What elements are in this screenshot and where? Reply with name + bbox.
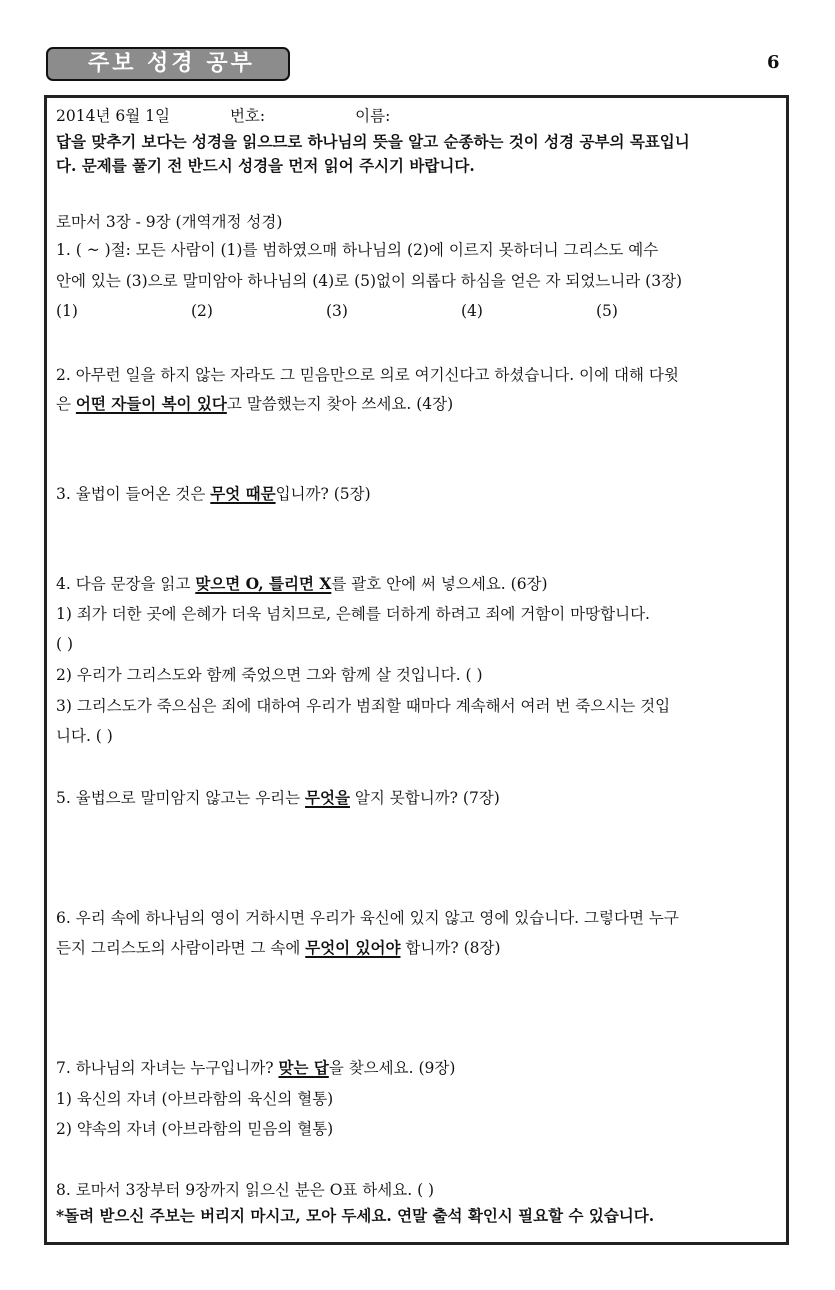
question-2-line-2 (56, 393, 453, 415)
blank-5: (5) (596, 302, 618, 320)
question-4-item-3: 3) 그리스도가 죽으심은 죄에 대하여 우리가 범죄할 때마다 계속해서 여러 번 죽으시는 것입 (56, 697, 671, 715)
question-1-blanks (56, 300, 618, 322)
intro-line-1: 답을 맞추기 보다는 성경을 읽으므로 하나님의 뜻을 알고 순종하는 것이 성경 공부의 목표입니 (56, 132, 690, 151)
q4-text: 4. 다음 문장을 읽고 (56, 575, 196, 593)
q5-text-end: 알지 못합니까? (7장) (349, 789, 500, 807)
question-4-item-1: 1) 죄가 더한 곳에 은혜가 더욱 넘치므로, 은혜를 더하게 하려고 죄에 거함이 마땅합니다. (56, 605, 650, 623)
question-4-item-2: 2) 우리가 그리스도와 함께 죽었으면 그와 함께 살 것입니다. ( ) (56, 666, 483, 684)
number-label: 번호: (229, 107, 266, 125)
q2-text: 은 (56, 395, 76, 413)
question-4-item-3-end: 니다. ( ) (56, 727, 113, 745)
question-3 (56, 483, 371, 505)
blank-3: (3) (326, 302, 348, 320)
q7-text: 7. 하나님의 자녀는 누구입니까? (56, 1059, 279, 1077)
question-4 (56, 573, 548, 595)
q7-text-end: 을 찾으세요. (9장) (328, 1059, 456, 1077)
notice-line: *돌려 받으신 주보는 버리지 마시고, 모아 두세요. 연말 출석 확인시 필요할 수 있습니다. (56, 1206, 655, 1225)
section-title-tab: 주보 성경 공부 (46, 47, 290, 81)
question-4-item-1-blank: ( ) (56, 635, 74, 653)
question-1-line-1: 1. ( ~ )절: 모든 사람이 (1)를 범하였으매 하나님의 (2)에 이르지 못하더니 그리스도 예수 (56, 241, 659, 259)
q6-emphasis: 무엇이 있어야 (305, 938, 401, 957)
question-5 (56, 787, 500, 809)
question-8: 8. 로마서 3장부터 9장까지 읽으신 분은 O표 하세요. ( ) (56, 1181, 435, 1199)
q4-text-end: 를 괄호 안에 써 넣으세요. (6장) (331, 575, 548, 593)
q6-text-end: 합니까? (8장) (400, 939, 501, 957)
blank-4: (4) (461, 302, 483, 320)
blank-2: (2) (191, 302, 213, 320)
q6-text: 든지 그리스도의 사람이라면 그 속에 (56, 939, 306, 957)
q5-text: 5. 율법으로 말미암지 않고는 우리는 (56, 789, 306, 807)
intro-line-2: 다. 문제를 풀기 전 반드시 성경을 먼저 읽어 주시기 바랍니다. (56, 156, 475, 175)
q7-emphasis: 맞는 답 (278, 1058, 329, 1077)
q2-emphasis: 어떤 자들이 복이 있다 (75, 394, 227, 413)
question-6-line-1: 6. 우리 속에 하나님의 영이 거하시면 우리가 육신에 있지 않고 영에 있습니다. 그렇다면 누구 (56, 909, 679, 927)
page-number: 6 (767, 52, 780, 73)
question-1-line-2: 안에 있는 (3)으로 말미암아 하나님의 (4)로 (5)없이 의롭다 하심을 얻은 자 되었느니라 (3장) (56, 272, 683, 290)
reading-range: 로마서 3장 - 9장 (개역개정 성경) (56, 213, 283, 231)
question-7-option-1: 1) 육신의 자녀 (아브라함의 육신의 혈통) (56, 1090, 334, 1108)
question-2-line-1: 2. 아무런 일을 하지 않는 자라도 그 믿음만으로 의로 여기신다고 하셨습니다. 이에 대해 다윗 (56, 366, 679, 384)
question-7-option-2: 2) 약속의 자녀 (아브라함의 믿음의 혈통) (56, 1120, 334, 1138)
q5-emphasis: 무엇을 (305, 788, 350, 807)
name-label: 이름: (355, 107, 391, 125)
q3-text-end: 입니까? (5장) (275, 485, 371, 503)
blank-1: (1) (56, 302, 78, 320)
info-line (56, 105, 390, 127)
q3-text: 3. 율법이 들어온 것은 (56, 485, 211, 503)
question-7 (56, 1057, 455, 1079)
date: 2014년 6월 1일 (56, 107, 170, 125)
question-6-line-2 (56, 937, 501, 959)
q4-emphasis: 맞으면 O, 틀리면 X (195, 574, 332, 593)
q2-text-end: 고 말씀했는지 찾아 쓰세요. (4장) (226, 395, 454, 413)
q3-emphasis: 무엇 때문 (210, 484, 276, 503)
